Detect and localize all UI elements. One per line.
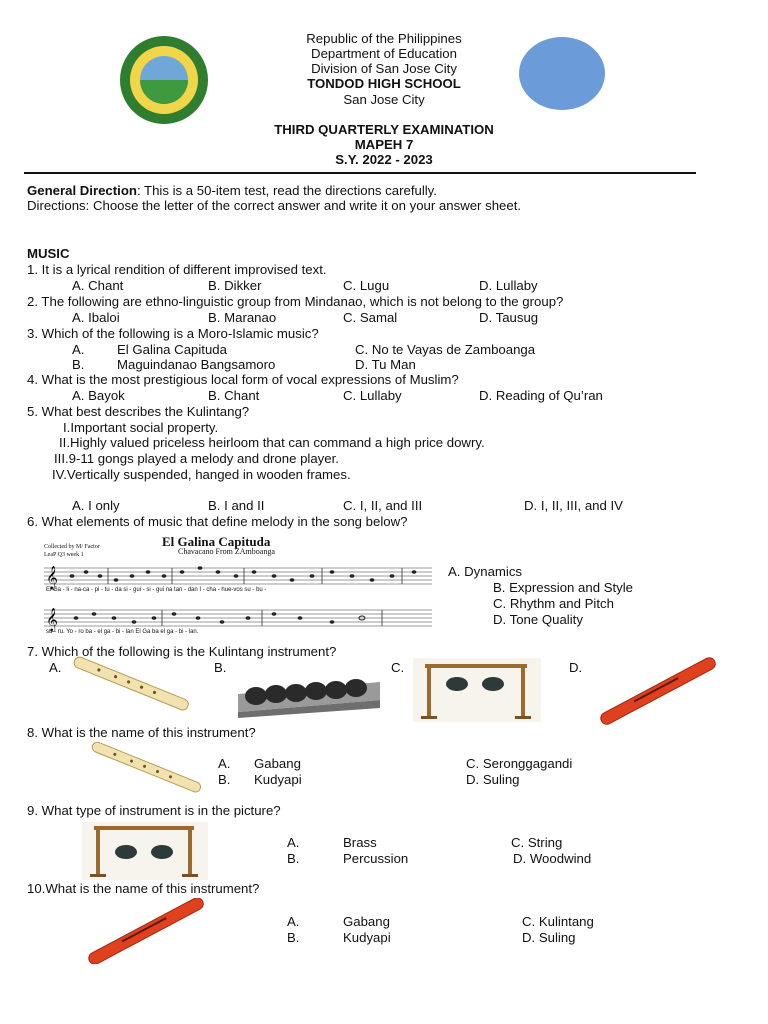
directions: Directions: Choose the letter of the correct answer and write it on your answer sheet. [27,198,522,213]
q8-option-a-letter: A. [218,756,231,771]
agung-gongs-frame-image [413,658,541,722]
exam-subject: MAPEH 7 [354,137,414,152]
q2-option-a: A. Ibaloi [72,310,120,325]
exam-title: THIRD QUARTERLY EXAMINATION [274,122,494,137]
q10-option-b: Kudyapi [343,930,391,945]
q4-stem: 4. What is the most prestigious local form of vocal expressions of Muslim? [27,372,459,387]
q10-option-b-letter: B. [287,930,300,945]
q3-option-b: Maguindanao Bangsamoro [117,357,276,372]
q9-option-c: C. String [511,835,563,850]
header-divider [24,172,696,174]
suling-flute-image [66,656,196,712]
sheet-music-credit-2: LeaP Q3 week 1 [44,552,84,558]
q9-gongs-image [82,822,208,880]
q2-option-c: C. Samal [343,310,398,325]
q1-option-b: B. Dikker [208,278,262,293]
q9-option-a-letter: A. [287,835,300,850]
q1-option-a: A. Chant [72,278,124,293]
q3-option-c: C. No te Vayas de Zamboanga [355,342,536,357]
q8-suling-image [84,742,208,794]
q7-option-b: B. [214,660,227,675]
q9-option-b: Percussion [343,851,409,866]
q8-stem: 8. What is the name of this instrument? [27,725,256,740]
q9-option-b-letter: B. [287,851,300,866]
q5-option-d: D. I, II, III, and IV [524,498,623,513]
q1-stem: 1. It is a lyrical rendition of different improvised text. [27,262,327,277]
sheet-music-image [42,532,434,638]
q5-option-c: C. I, II, and III [343,498,423,513]
svg-text:𝄞: 𝄞 [46,565,58,589]
q3-option-a-letter: A. [72,342,85,357]
q8-option-a: Gabang [254,756,301,771]
q2-option-d: D. Tausug [479,310,539,325]
kulintang-gongs-image [234,672,384,718]
header-line1: Republic of the Philippines [306,31,462,46]
q3-stem: 3. Which of the following is a Moro-Islamic music? [27,326,319,341]
q6-option-a: A. Dynamics [448,564,523,579]
q9-option-d: D. Woodwind [513,851,592,866]
header-line3: Division of San Jose City [311,61,457,76]
q6-option-d: D. Tone Quality [493,612,583,627]
q4-option-b: B. Chant [208,388,260,403]
q5-option-b: B. I and II [208,498,265,513]
q8-option-b-letter: B. [218,772,231,787]
sheet-music-lyrics-2: su - ru. Yo - ro ba - el ga - bi - lan El Ga ba el ga - bi - lan. [46,629,199,635]
q6-stem: 6. What elements of music that define melody in the song below? [27,514,408,529]
q2-stem: 2. The following are ethno-linguistic group from Mindanao, which is not belong to the group? [27,294,564,309]
school-name: TONDOD HIGH SCHOOL [307,76,461,91]
q10-option-a-letter: A. [287,914,300,929]
q5-stem: 5. What best describes the Kulintang? [27,404,250,419]
q4-option-c: C. Lullaby [343,388,402,403]
q6-option-c: C. Rhythm and Pitch [493,596,614,611]
sheet-music-lyrics-1: El Ga - li - na-ca - pi - tu - da si - gui - si - gui na tan - dan I - cha - hue-vos su - bu - [46,587,267,593]
q10-option-d: D. Suling [522,930,576,945]
q6-option-b: B. Expression and Style [493,580,634,595]
q5-option-a: A. I only [72,498,120,513]
general-direction: General Direction: This is a 50-item test, read the directions carefully. [27,183,437,198]
svg-text:𝄞: 𝄞 [46,607,58,631]
q5-statement-iv: IV.Vertically suspended, hanged in wooden frames. [52,467,351,482]
q3-option-b-letter: B. [72,357,85,372]
q8-option-b: Kudyapi [254,772,302,787]
q8-option-d: D. Suling [466,772,520,787]
q10-option-c: C. Kulintang [522,914,594,929]
header-line2: Department of Education [311,46,457,61]
q2-option-b: B. Maranao [208,310,277,325]
q9-stem: 9. What type of instrument is in the picture? [27,803,281,818]
school-year: S.Y. 2022 - 2023 [335,152,433,167]
q4-option-d: D. Reading of Qu’ran [479,388,603,403]
q7-option-d: D. [569,660,583,675]
q1-option-d: D. Lullaby [479,278,538,293]
q3-option-a: El Galina Capituda [117,342,227,357]
q9-option-a: Brass [343,835,377,850]
q10-stem: 10.What is the name of this instrument? [27,881,260,896]
q1-option-c: C. Lugu [343,278,390,293]
sheet-music-credit: Collected by M/ Factor [44,544,100,550]
q4-option-a: A. Bayok [72,388,125,403]
school-city: San Jose City [343,92,425,107]
q7-option-a: A. [49,660,62,675]
q3-option-d: D. Tu Man [355,357,416,372]
sheet-music-staves [42,532,434,638]
sheet-music-subtitle: Chavacano From ZAmboanga [178,547,275,556]
section-title: MUSIC [27,246,70,261]
q7-option-c: C. [391,660,405,675]
q5-statement-i: I.Important social property. [63,420,219,435]
q10-kudyapi-image [80,898,212,964]
q5-statement-ii: II.Highly valued priceless heirloom that can command a high price dowry. [59,435,485,450]
kudyapi-image [592,656,724,726]
q8-option-c: C. Seronggagandi [466,756,573,771]
q5-statement-iii: III.9-11 gongs played a melody and drone player. [54,451,339,466]
sheet-music-title: El Galina Capituda [162,534,271,549]
q7-stem: 7. Which of the following is the Kulintang instrument? [27,644,337,659]
q10-option-a: Gabang [343,914,390,929]
